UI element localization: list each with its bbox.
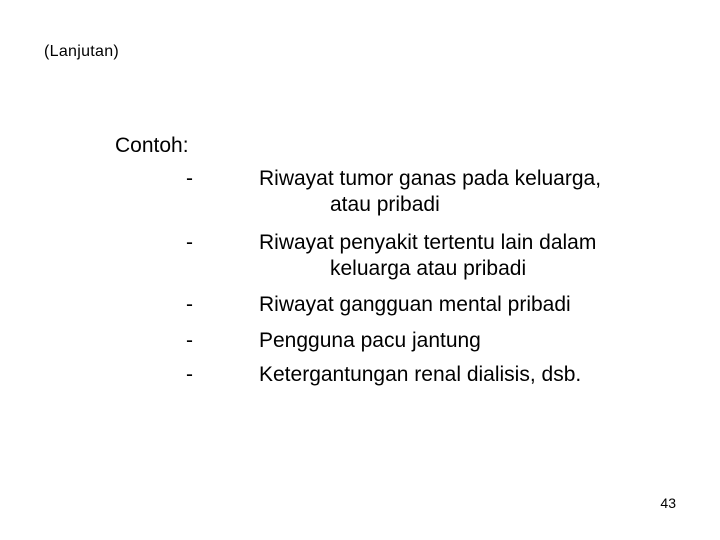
- list-bullet: -: [186, 363, 193, 386]
- list-item-text: Riwayat gangguan mental pribadi: [259, 293, 571, 316]
- list-item-text: Riwayat tumor ganas pada keluarga,: [259, 167, 602, 190]
- list-item-text: Riwayat penyakit tertentu lain dalam: [259, 231, 597, 254]
- list-item: [259, 362, 581, 388]
- list-item-text: Ketergantungan renal dialisis, dsb.: [259, 363, 582, 386]
- list-bullet: -: [186, 167, 193, 190]
- slide-subtitle: (Lanjutan): [44, 43, 120, 60]
- list-bullet: -: [186, 293, 193, 316]
- list-item-text: Pengguna pacu jantung: [259, 329, 481, 352]
- list-item: [259, 166, 601, 218]
- examples-heading: Contoh:: [115, 134, 189, 157]
- list-item: [259, 328, 481, 354]
- list-bullet: -: [186, 329, 193, 352]
- page-number: 43: [660, 495, 676, 511]
- list-item: [259, 230, 596, 282]
- list-item-text-continued: atau pribadi: [330, 193, 440, 216]
- list-item-text-continued: keluarga atau pribadi: [330, 257, 527, 280]
- list-item: [259, 292, 571, 318]
- list-bullet: -: [186, 231, 193, 254]
